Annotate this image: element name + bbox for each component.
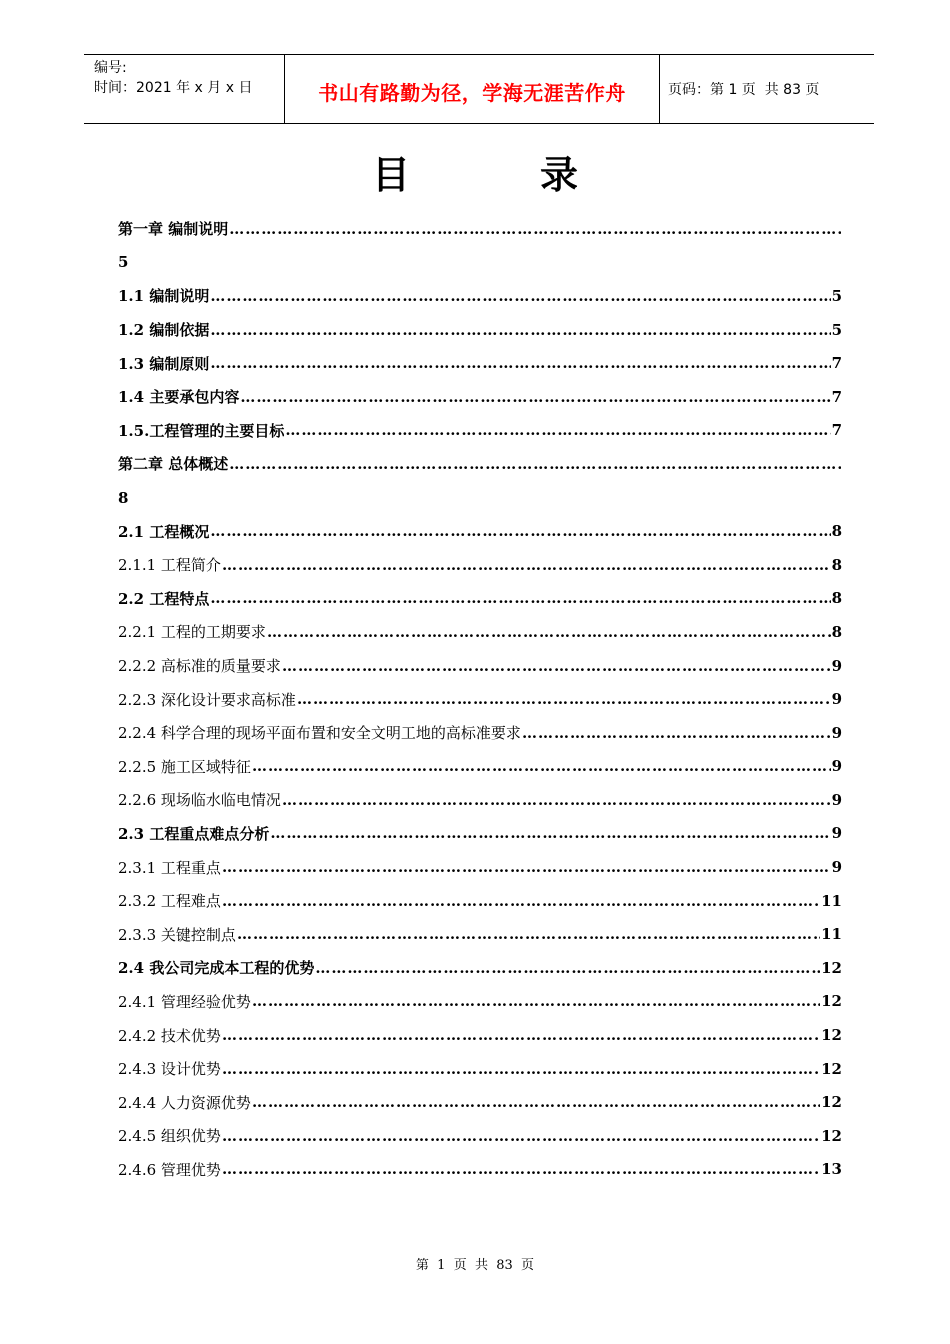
toc-entry[interactable] xyxy=(118,750,842,784)
toc-entry-page: 8 xyxy=(831,589,842,608)
toc-entry-label: 2.2.1 工程的工期要求 xyxy=(118,623,266,642)
toc-entry-label: 2.3.2 工程难点 xyxy=(118,892,221,911)
toc-entry[interactable] xyxy=(118,346,842,380)
toc-entry-leader xyxy=(210,589,830,607)
toc-entry-leader xyxy=(222,556,831,574)
toc-entry-label: 1.5.工程管理的主要目标 xyxy=(118,421,285,440)
toc-entry-leader xyxy=(222,1060,820,1078)
toc-entry-leader xyxy=(210,522,830,540)
toc-entry-label: 第二章 总体概述 xyxy=(118,455,229,474)
toc-entry[interactable] xyxy=(118,380,842,414)
toc-entry-label: 2.2.6 现场临水临电情况 xyxy=(118,791,281,810)
toc-entry-page: 8 xyxy=(831,522,842,541)
toc-entry[interactable] xyxy=(118,212,842,246)
toc-entry-leader xyxy=(210,321,830,339)
toc-entry[interactable] xyxy=(118,447,842,481)
toc-entry[interactable] xyxy=(118,682,842,716)
toc-entry-label: 2.4.4 人力资源优势 xyxy=(118,1093,251,1112)
toc-entry-label: 2.4.5 组织优势 xyxy=(118,1127,221,1146)
toc-entry-leader xyxy=(222,1127,820,1145)
title-char-1: 目 xyxy=(371,153,410,197)
toc-entry-label: 2.2.5 施工区域特征 xyxy=(118,757,251,776)
toc-entry-label: 1.1 编制说明 xyxy=(118,287,210,306)
toc-entry-leader xyxy=(270,824,830,842)
toc-entry-page: 12 xyxy=(821,992,842,1011)
toc-entry-label: 2.3.3 关键控制点 xyxy=(118,925,236,944)
toc-entry-label: 1.3 编制原则 xyxy=(118,354,210,373)
toc-entry-leader xyxy=(252,992,820,1010)
toc-entry-leader xyxy=(222,892,820,910)
toc-entry-page: 9 xyxy=(831,757,842,776)
toc-entry-leader xyxy=(282,657,831,675)
toc-entry-page: 11 xyxy=(821,891,842,910)
toc-entry-leader xyxy=(297,690,831,708)
toc-entry-label: 2.4.1 管理经验优势 xyxy=(118,992,251,1011)
toc-entry-leader xyxy=(285,421,830,439)
toc-entry-label: 2.4.2 技术优势 xyxy=(118,1026,221,1045)
toc-entry-label: 2.3 工程重点难点分析 xyxy=(118,824,270,843)
toc-entry-leader xyxy=(282,791,831,809)
toc-entry[interactable] xyxy=(118,246,842,280)
toc-entry[interactable] xyxy=(118,414,842,448)
toc-entry-leader xyxy=(229,220,841,238)
toc-entry-leader xyxy=(229,455,841,473)
toc-entry[interactable] xyxy=(118,548,842,582)
toc-entry-page: 5 xyxy=(831,286,842,305)
toc-entry-label: 5 xyxy=(118,253,129,272)
toc-entry-label: 2.2 工程特点 xyxy=(118,589,210,608)
toc-entry[interactable] xyxy=(118,514,842,548)
toc-entry-page: 12 xyxy=(821,1093,842,1112)
table-of-contents xyxy=(118,212,842,1186)
toc-entry-label: 2.4.3 设计优势 xyxy=(118,1060,221,1079)
header-motto-cell xyxy=(284,55,660,123)
toc-entry-label: 2.4 我公司完成本工程的优势 xyxy=(118,959,315,978)
toc-entry-leader xyxy=(522,724,831,742)
toc-entry-label: 2.4.6 管理优势 xyxy=(118,1160,221,1179)
toc-entry-label: 2.2.2 高标准的质量要求 xyxy=(118,657,281,676)
toc-entry-leader xyxy=(222,1026,820,1044)
toc-entry-leader xyxy=(252,757,831,775)
toc-entry[interactable] xyxy=(118,884,842,918)
toc-entry-page: 12 xyxy=(821,1059,842,1078)
toc-entry-page: 9 xyxy=(831,723,842,742)
toc-entry-page: 7 xyxy=(831,421,842,440)
toc-entry[interactable] xyxy=(118,817,842,851)
toc-entry-label: 2.2.4 科学合理的现场平面布置和安全文明工地的高标准要求 xyxy=(118,724,521,743)
page-info-text: 页码：第 1 页 共 83 页 xyxy=(668,82,820,98)
toc-entry-page: 7 xyxy=(831,387,842,406)
motto-text: 书山有路勤为径，学海无涯苦作舟 xyxy=(318,80,626,105)
toc-entry-label: 2.1.1 工程简介 xyxy=(118,556,221,575)
toc-entry-label: 2.3.1 工程重点 xyxy=(118,858,221,877)
toc-entry[interactable] xyxy=(118,917,842,951)
toc-entry-label: 第一章 编制说明 xyxy=(118,220,229,239)
toc-entry[interactable] xyxy=(118,1052,842,1086)
page-title xyxy=(0,144,950,199)
toc-entry-page: 8 xyxy=(831,622,842,641)
toc-entry-page: 7 xyxy=(831,354,842,373)
toc-entry-page: 8 xyxy=(831,555,842,574)
toc-entry-leader xyxy=(267,623,831,641)
toc-entry[interactable] xyxy=(118,1119,842,1153)
toc-entry-leader xyxy=(210,287,830,305)
toc-entry-leader xyxy=(222,858,831,876)
toc-entry[interactable] xyxy=(118,783,842,817)
time-label: 时间：2021 年 x 月 x 日 xyxy=(94,80,253,96)
toc-entry-page: 9 xyxy=(831,690,842,709)
toc-entry[interactable] xyxy=(118,615,842,649)
toc-entry[interactable] xyxy=(118,649,842,683)
toc-entry-page: 9 xyxy=(831,790,842,809)
toc-entry[interactable] xyxy=(118,582,842,616)
page-header xyxy=(84,54,874,124)
toc-entry[interactable] xyxy=(118,279,842,313)
toc-entry-leader xyxy=(210,354,830,372)
toc-entry-page: 9 xyxy=(831,858,842,877)
page-footer xyxy=(0,1254,950,1273)
toc-entry[interactable] xyxy=(118,716,842,750)
header-meta xyxy=(84,55,284,123)
toc-entry-page: 12 xyxy=(821,1126,842,1145)
toc-entry[interactable] xyxy=(118,951,842,985)
toc-entry[interactable] xyxy=(118,985,842,1019)
toc-entry-page: 9 xyxy=(831,656,842,675)
toc-entry[interactable] xyxy=(118,313,842,347)
toc-entry-label: 2.1 工程概况 xyxy=(118,522,210,541)
toc-entry-leader xyxy=(240,388,830,406)
toc-entry-page: 11 xyxy=(821,925,842,944)
toc-entry[interactable] xyxy=(118,1085,842,1119)
toc-entry-label: 1.4 主要承包内容 xyxy=(118,388,240,407)
header-page-info xyxy=(660,55,874,123)
toc-entry[interactable] xyxy=(118,481,842,515)
toc-entry-page: 12 xyxy=(821,958,842,977)
number-label: 编号: xyxy=(94,60,127,76)
toc-entry[interactable] xyxy=(118,850,842,884)
toc-entry-label: 8 xyxy=(118,488,129,507)
toc-entry[interactable] xyxy=(118,1153,842,1187)
toc-entry-leader xyxy=(252,1093,820,1111)
toc-entry-label: 2.2.3 深化设计要求高标准 xyxy=(118,690,296,709)
footer-page-number: 第 1 页 共 83 页 xyxy=(415,1258,535,1273)
toc-entry-page: 5 xyxy=(831,320,842,339)
title-char-2: 录 xyxy=(540,153,579,197)
toc-entry-label: 1.2 编制依据 xyxy=(118,321,210,340)
toc-entry-page: 13 xyxy=(821,1160,842,1179)
toc-entry-leader xyxy=(237,925,820,943)
toc-entry-leader xyxy=(315,959,820,977)
toc-entry[interactable] xyxy=(118,1018,842,1052)
toc-entry-leader xyxy=(222,1160,820,1178)
toc-entry-page: 9 xyxy=(831,824,842,843)
toc-entry-page: 12 xyxy=(821,1026,842,1045)
